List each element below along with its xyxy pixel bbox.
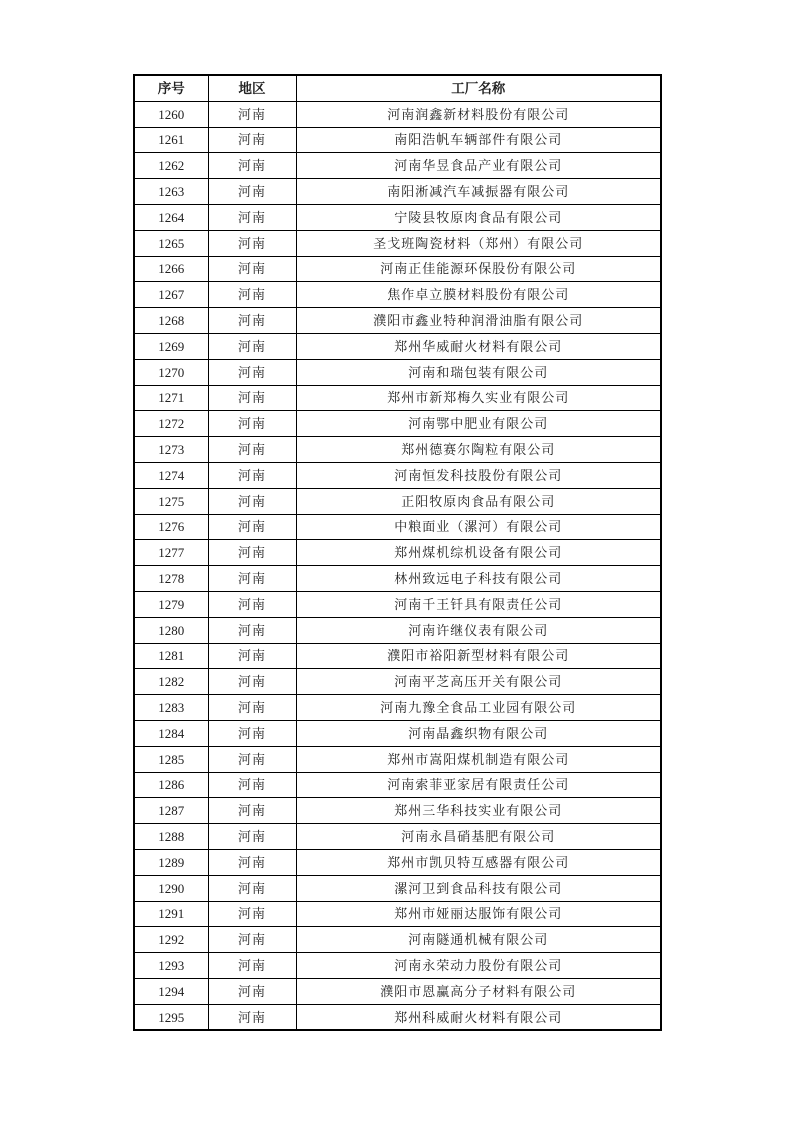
table-row <box>134 566 661 592</box>
factory-name-cell: 河南正佳能源环保股份有限公司 <box>296 256 661 282</box>
table-row <box>134 127 661 153</box>
factory-name-cell: 焦作卓立膜材料股份有限公司 <box>296 282 661 308</box>
factory-name-cell: 郑州市嵩阳煤机制造有限公司 <box>296 746 661 772</box>
region-cell: 河南 <box>208 488 296 514</box>
table-row <box>134 540 661 566</box>
region-cell: 河南 <box>208 978 296 1004</box>
table-row <box>134 333 661 359</box>
region-cell: 河南 <box>208 849 296 875</box>
serial-number-cell: 1293 <box>134 953 208 979</box>
table-row <box>134 1004 661 1030</box>
serial-number-cell: 1273 <box>134 437 208 463</box>
factory-name-cell: 河南永昌硝基肥有限公司 <box>296 824 661 850</box>
table-row <box>134 720 661 746</box>
serial-number-cell: 1270 <box>134 359 208 385</box>
factory-name-cell: 郑州煤机综机设备有限公司 <box>296 540 661 566</box>
factory-name-cell: 河南平芝高压开关有限公司 <box>296 669 661 695</box>
factory-name-cell: 河南和瑞包装有限公司 <box>296 359 661 385</box>
factory-name-cell: 郑州三华科技实业有限公司 <box>296 798 661 824</box>
region-cell: 河南 <box>208 566 296 592</box>
serial-number-cell: 1282 <box>134 669 208 695</box>
factory-name-cell: 郑州市凯贝特互感器有限公司 <box>296 849 661 875</box>
region-cell: 河南 <box>208 798 296 824</box>
region-cell: 河南 <box>208 695 296 721</box>
region-cell: 河南 <box>208 179 296 205</box>
region-cell: 河南 <box>208 953 296 979</box>
factory-name-cell: 南阳浩帆车辆部件有限公司 <box>296 127 661 153</box>
table-row <box>134 746 661 772</box>
factory-name-cell: 河南华昱食品产业有限公司 <box>296 153 661 179</box>
serial-number-cell: 1288 <box>134 824 208 850</box>
table-row <box>134 669 661 695</box>
table-row <box>134 282 661 308</box>
region-cell: 河南 <box>208 462 296 488</box>
factory-name-cell: 濮阳市裕阳新型材料有限公司 <box>296 643 661 669</box>
factory-name-cell: 郑州科威耐火材料有限公司 <box>296 1004 661 1030</box>
serial-number-cell: 1263 <box>134 179 208 205</box>
table-row <box>134 230 661 256</box>
column-header-region: 地区 <box>208 75 296 101</box>
serial-number-cell: 1274 <box>134 462 208 488</box>
serial-number-cell: 1269 <box>134 333 208 359</box>
region-cell: 河南 <box>208 230 296 256</box>
factory-name-cell: 河南润鑫新材料股份有限公司 <box>296 101 661 127</box>
serial-number-cell: 1281 <box>134 643 208 669</box>
serial-number-cell: 1289 <box>134 849 208 875</box>
table-row <box>134 385 661 411</box>
serial-number-cell: 1287 <box>134 798 208 824</box>
region-cell: 河南 <box>208 204 296 230</box>
region-cell: 河南 <box>208 282 296 308</box>
table-row <box>134 101 661 127</box>
region-cell: 河南 <box>208 256 296 282</box>
header-row <box>134 75 661 101</box>
table-row <box>134 437 661 463</box>
factory-table <box>133 74 662 1031</box>
region-cell: 河南 <box>208 772 296 798</box>
region-cell: 河南 <box>208 127 296 153</box>
serial-number-cell: 1291 <box>134 901 208 927</box>
region-cell: 河南 <box>208 437 296 463</box>
table-row <box>134 256 661 282</box>
factory-name-cell: 河南索菲亚家居有限责任公司 <box>296 772 661 798</box>
factory-name-cell: 濮阳市鑫业特种润滑油脂有限公司 <box>296 308 661 334</box>
table-row <box>134 591 661 617</box>
region-cell: 河南 <box>208 1004 296 1030</box>
region-cell: 河南 <box>208 540 296 566</box>
factory-name-cell: 河南晶鑫织物有限公司 <box>296 720 661 746</box>
table-row <box>134 798 661 824</box>
factory-name-cell: 郑州市娅丽达服饰有限公司 <box>296 901 661 927</box>
serial-number-cell: 1280 <box>134 617 208 643</box>
factory-table-container <box>133 74 662 1031</box>
serial-number-cell: 1261 <box>134 127 208 153</box>
factory-name-cell: 河南千王钎具有限责任公司 <box>296 591 661 617</box>
serial-number-cell: 1272 <box>134 411 208 437</box>
table-row <box>134 978 661 1004</box>
serial-number-cell: 1267 <box>134 282 208 308</box>
serial-number-cell: 1265 <box>134 230 208 256</box>
table-row <box>134 824 661 850</box>
table-row <box>134 927 661 953</box>
factory-name-cell: 林州致远电子科技有限公司 <box>296 566 661 592</box>
factory-name-cell: 河南九豫全食品工业园有限公司 <box>296 695 661 721</box>
serial-number-cell: 1286 <box>134 772 208 798</box>
table-row <box>134 179 661 205</box>
table-row <box>134 462 661 488</box>
serial-number-cell: 1285 <box>134 746 208 772</box>
serial-number-cell: 1266 <box>134 256 208 282</box>
table-row <box>134 849 661 875</box>
region-cell: 河南 <box>208 901 296 927</box>
region-cell: 河南 <box>208 411 296 437</box>
table-row <box>134 695 661 721</box>
factory-name-cell: 郑州市新郑梅久实业有限公司 <box>296 385 661 411</box>
serial-number-cell: 1294 <box>134 978 208 1004</box>
table-row <box>134 359 661 385</box>
table-row <box>134 411 661 437</box>
factory-name-cell: 郑州德赛尔陶粒有限公司 <box>296 437 661 463</box>
table-row <box>134 772 661 798</box>
region-cell: 河南 <box>208 875 296 901</box>
table-row <box>134 308 661 334</box>
region-cell: 河南 <box>208 333 296 359</box>
region-cell: 河南 <box>208 359 296 385</box>
factory-name-cell: 濮阳市恩赢高分子材料有限公司 <box>296 978 661 1004</box>
factory-name-cell: 南阳淅减汽车减振器有限公司 <box>296 179 661 205</box>
factory-name-cell: 宁陵县牧原肉食品有限公司 <box>296 204 661 230</box>
table-body <box>134 101 661 1030</box>
factory-name-cell: 郑州华威耐火材料有限公司 <box>296 333 661 359</box>
serial-number-cell: 1283 <box>134 695 208 721</box>
region-cell: 河南 <box>208 643 296 669</box>
serial-number-cell: 1260 <box>134 101 208 127</box>
factory-name-cell: 河南鄂中肥业有限公司 <box>296 411 661 437</box>
region-cell: 河南 <box>208 617 296 643</box>
column-header-factory-name: 工厂名称 <box>296 75 661 101</box>
region-cell: 河南 <box>208 669 296 695</box>
table-row <box>134 514 661 540</box>
factory-name-cell: 河南隧通机械有限公司 <box>296 927 661 953</box>
factory-name-cell: 漯河卫到食品科技有限公司 <box>296 875 661 901</box>
serial-number-cell: 1278 <box>134 566 208 592</box>
serial-number-cell: 1284 <box>134 720 208 746</box>
table-row <box>134 953 661 979</box>
factory-name-cell: 圣戈班陶瓷材料（郑州）有限公司 <box>296 230 661 256</box>
region-cell: 河南 <box>208 591 296 617</box>
region-cell: 河南 <box>208 385 296 411</box>
region-cell: 河南 <box>208 514 296 540</box>
serial-number-cell: 1268 <box>134 308 208 334</box>
table-row <box>134 204 661 230</box>
table-row <box>134 901 661 927</box>
region-cell: 河南 <box>208 308 296 334</box>
serial-number-cell: 1262 <box>134 153 208 179</box>
factory-name-cell: 河南许继仪表有限公司 <box>296 617 661 643</box>
table-row <box>134 488 661 514</box>
table-header <box>134 75 661 101</box>
serial-number-cell: 1276 <box>134 514 208 540</box>
column-header-serial-number: 序号 <box>134 75 208 101</box>
region-cell: 河南 <box>208 720 296 746</box>
table-row <box>134 153 661 179</box>
factory-name-cell: 河南永荣动力股份有限公司 <box>296 953 661 979</box>
region-cell: 河南 <box>208 746 296 772</box>
table-row <box>134 875 661 901</box>
table-row <box>134 643 661 669</box>
serial-number-cell: 1290 <box>134 875 208 901</box>
serial-number-cell: 1292 <box>134 927 208 953</box>
region-cell: 河南 <box>208 153 296 179</box>
serial-number-cell: 1279 <box>134 591 208 617</box>
table-row <box>134 617 661 643</box>
serial-number-cell: 1264 <box>134 204 208 230</box>
serial-number-cell: 1295 <box>134 1004 208 1030</box>
serial-number-cell: 1277 <box>134 540 208 566</box>
serial-number-cell: 1275 <box>134 488 208 514</box>
serial-number-cell: 1271 <box>134 385 208 411</box>
region-cell: 河南 <box>208 824 296 850</box>
region-cell: 河南 <box>208 927 296 953</box>
factory-name-cell: 河南恒发科技股份有限公司 <box>296 462 661 488</box>
region-cell: 河南 <box>208 101 296 127</box>
factory-name-cell: 正阳牧原肉食品有限公司 <box>296 488 661 514</box>
factory-name-cell: 中粮面业（漯河）有限公司 <box>296 514 661 540</box>
